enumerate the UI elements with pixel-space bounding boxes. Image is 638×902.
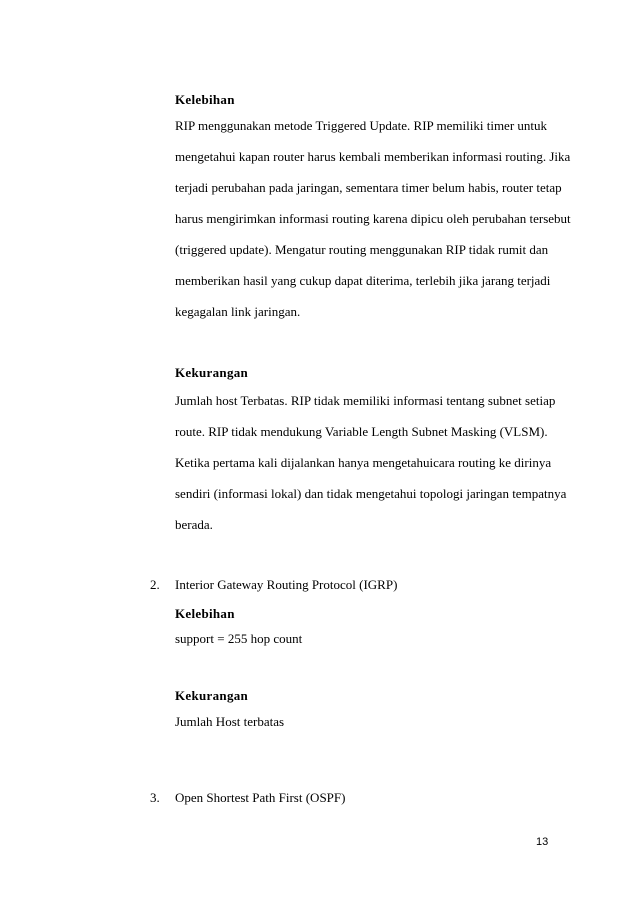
list-number-2: 2.: [150, 577, 160, 592]
igrp-title: Interior Gateway Routing Protocol (IGRP): [175, 577, 398, 592]
rip-kelebihan-heading: Kelebihan: [175, 92, 235, 107]
igrp-kelebihan-heading: Kelebihan: [175, 606, 235, 621]
list-number-3: 3.: [150, 790, 160, 805]
paragraph-line: (triggered update). Mengatur routing menggunakan RIP tidak rumit dan: [175, 242, 549, 257]
paragraph-line: route. RIP tidak mendukung Variable Length Subnet Masking (VLSM).: [175, 424, 548, 439]
rip-kekurangan-heading: Kekurangan: [175, 365, 249, 380]
paragraph-line: Ketika pertama kali dijalankan hanya mengetahuicara routing ke dirinya: [175, 455, 552, 470]
paragraph-line: Jumlah host Terbatas. RIP tidak memiliki informasi tentang subnet setiap: [175, 393, 556, 408]
paragraph-line: terjadi perubahan pada jaringan, sementara timer belum habis, router tetap: [175, 180, 562, 195]
igrp-kekurangan-heading: Kekurangan: [175, 688, 249, 703]
rip-kekurangan-paragraph: [175, 392, 567, 547]
igrp-kekurangan-text: Jumlah Host terbatas: [175, 714, 285, 729]
paragraph-line: memberikan hasil yang cukup dapat diterima, terlebih jika jarang terjadi: [175, 273, 551, 288]
igrp-kelebihan-text: support = 255 hop count: [175, 631, 303, 646]
paragraph-line: RIP menggunakan metode Triggered Update. RIP memiliki timer untuk: [175, 118, 548, 133]
paragraph-line: harus mengirimkan informasi routing karena dipicu oleh perubahan tersebut: [175, 211, 571, 226]
paragraph-line: kegagalan link jaringan.: [175, 304, 301, 319]
page-number: 13: [536, 836, 549, 848]
paragraph-line: berada.: [175, 517, 213, 532]
rip-kelebihan-paragraph: [175, 117, 571, 334]
ospf-title: Open Shortest Path First (OSPF): [175, 790, 346, 805]
paragraph-line: mengetahui kapan router harus kembali memberikan informasi routing. Jika: [175, 149, 571, 164]
paragraph-line: sendiri (informasi lokal) dan tidak mengetahui topologi jaringan tempatnya: [175, 486, 567, 501]
